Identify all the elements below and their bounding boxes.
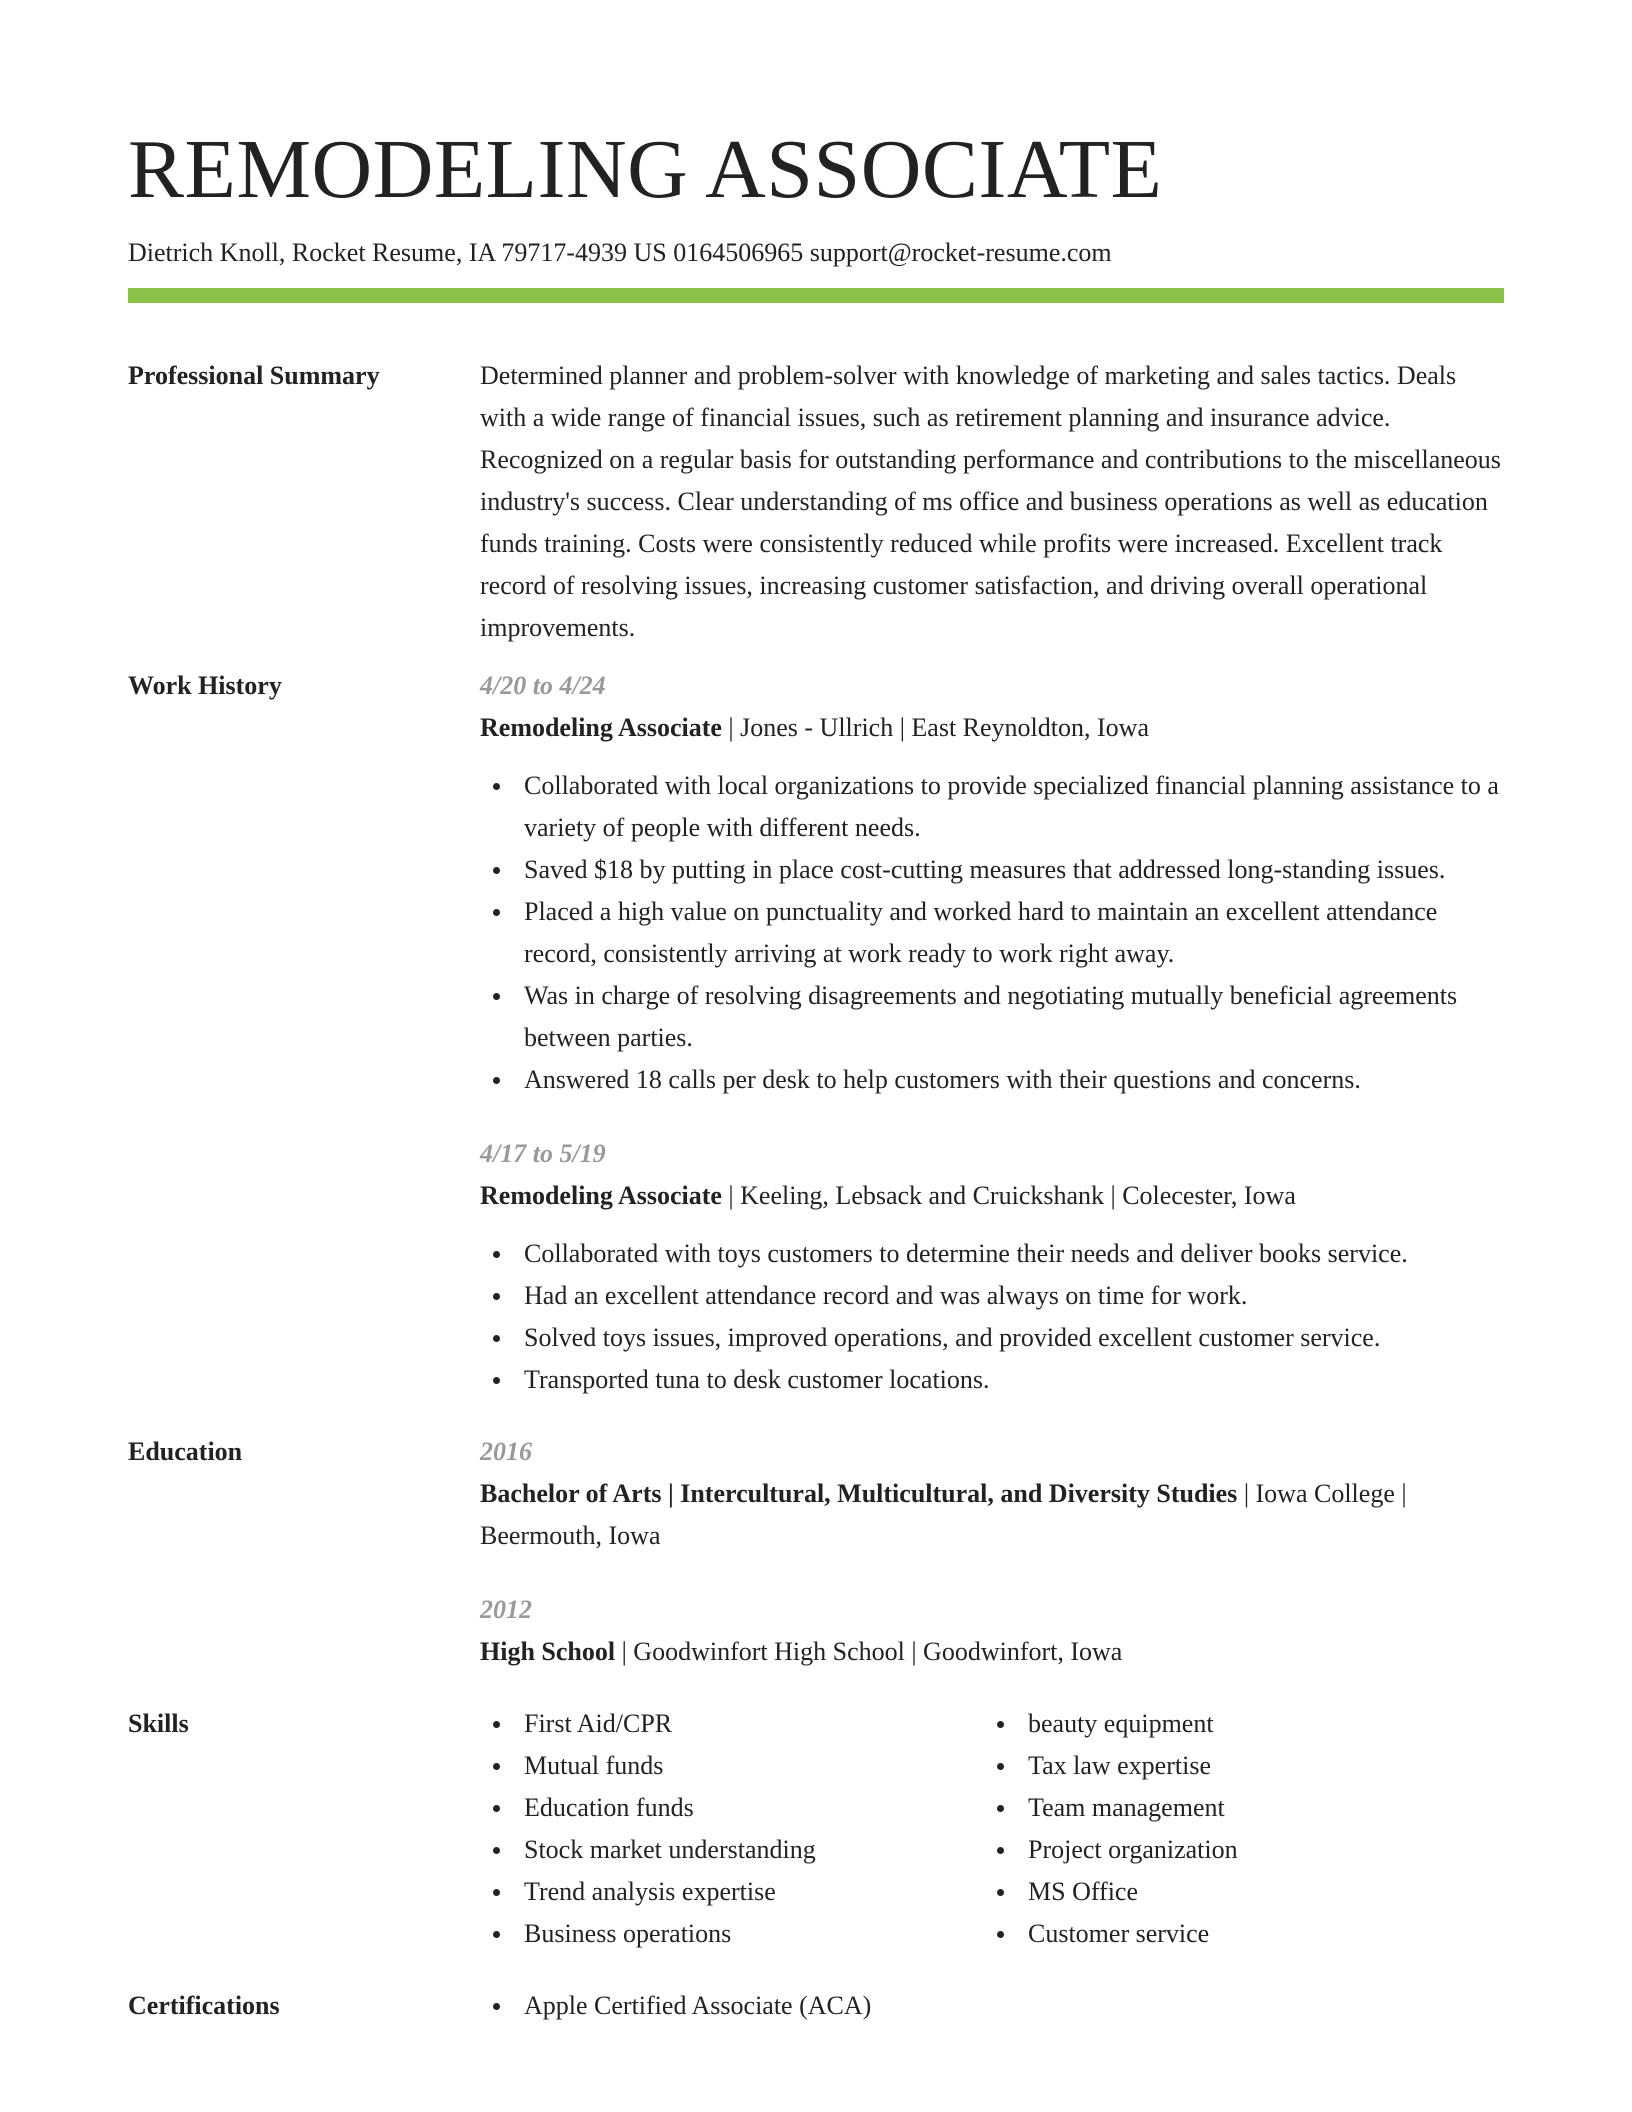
job-heading [480,1175,1504,1217]
education-year: 2016 [480,1437,532,1466]
skill-item: Mutual funds [480,1745,984,1787]
certifications-list [480,1985,1504,2027]
job-title: Remodeling Associate [480,1181,722,1210]
resume-title: REMODELING ASSOCIATE [128,123,1163,216]
job-entry [480,665,1504,1101]
job-heading [480,707,1504,749]
job-dates: 4/20 to 4/24 [480,671,606,700]
education-details: | Iowa College | Beermouth, Iowa [480,1479,1407,1550]
education-year: 2012 [480,1595,532,1624]
skill-item: Team management [984,1787,1488,1829]
job-bullets [480,765,1504,1101]
certification-item: Apple Certified Associate (ACA) [480,1985,1504,2027]
bullet-item: Saved $18 by putting in place cost-cutting measures that addressed long-standing issues. [480,849,1504,891]
education-degree: High School [480,1637,616,1666]
contact-line: Dietrich Knoll, Rocket Resume, IA 79717-4939 US 0164506965 support@rocket-resume.com [128,238,1112,267]
education-entry [480,1589,1504,1673]
skills-section [128,1703,1504,1955]
section-label-work: Work History [128,671,282,700]
job-details: | Keeling, Lebsack and Cruickshank | Colecester, Iowa [721,1181,1296,1210]
bullet-item: Placed a high value on punctuality and worked hard to maintain an excellent attendance record, consistently arriving at work ready to work right away. [480,891,1504,975]
bullet-item: Had an excellent attendance record and was always on time for work. [480,1275,1504,1317]
skill-item: First Aid/CPR [480,1703,984,1745]
bullet-item: Transported tuna to desk customer locations. [480,1359,1504,1401]
section-label-education: Education [128,1437,243,1466]
education-heading [480,1631,1504,1673]
skill-item: Customer service [984,1913,1488,1955]
skill-item: Stock market understanding [480,1829,984,1871]
skills-list-right [984,1703,1488,1955]
resume-page [128,0,1504,2027]
education-details: | Goodwinfort High School | Goodwinfort, Iowa [615,1637,1123,1666]
education-heading [480,1473,1504,1557]
job-dates: 4/17 to 5/19 [480,1139,606,1168]
education-degree: Bachelor of Arts | Intercultural, Multicultural, and Diversity Studies [480,1479,1238,1508]
education-entry [480,1431,1504,1557]
job-details: | Jones - Ullrich | East Reynoldton, Iowa [721,713,1149,742]
skill-item: Business operations [480,1913,984,1955]
skill-item: Project organization [984,1829,1488,1871]
bullet-item: Answered 18 calls per desk to help customers with their questions and concerns. [480,1059,1504,1101]
accent-divider [128,288,1504,303]
summary-section [128,355,1504,649]
bullet-item: Was in charge of resolving disagreements and negotiating mutually beneficial agreements between parties. [480,975,1504,1059]
skill-item: Tax law expertise [984,1745,1488,1787]
skills-list-left [480,1703,984,1955]
bullet-item: Collaborated with local organizations to provide specialized financial planning assistance to a variety of people with different needs. [480,765,1504,849]
job-bullets [480,1233,1504,1401]
summary-text: Determined planner and problem-solver with knowledge of marketing and sales tactics. Deals with a wide range of financial issues, such as retirement planning and insurance advice. Recognized on a regular basis for outstanding performance and contributions to the miscellaneous industry's success. Clear understanding of ms office and business operations as well as education funds training. Costs were consistently reduced while profits were increased. Excellent track record of resolving issues, increasing customer satisfaction, and driving overall operational improvements. [480,361,1501,642]
education-section [128,1431,1504,1673]
section-label-skills: Skills [128,1709,189,1738]
skill-item: MS Office [984,1871,1488,1913]
job-title: Remodeling Associate [480,713,722,742]
skill-item: Education funds [480,1787,984,1829]
section-label-summary: Professional Summary [128,361,380,390]
bullet-item: Collaborated with toys customers to determine their needs and deliver books service. [480,1233,1504,1275]
certifications-section [128,1985,1504,2027]
section-label-certifications: Certifications [128,1991,280,2020]
skill-item: beauty equipment [984,1703,1488,1745]
skill-item: Trend analysis expertise [480,1871,984,1913]
job-entry [480,1133,1504,1401]
work-section [128,665,1504,1401]
bullet-item: Solved toys issues, improved operations, and provided excellent customer service. [480,1317,1504,1359]
